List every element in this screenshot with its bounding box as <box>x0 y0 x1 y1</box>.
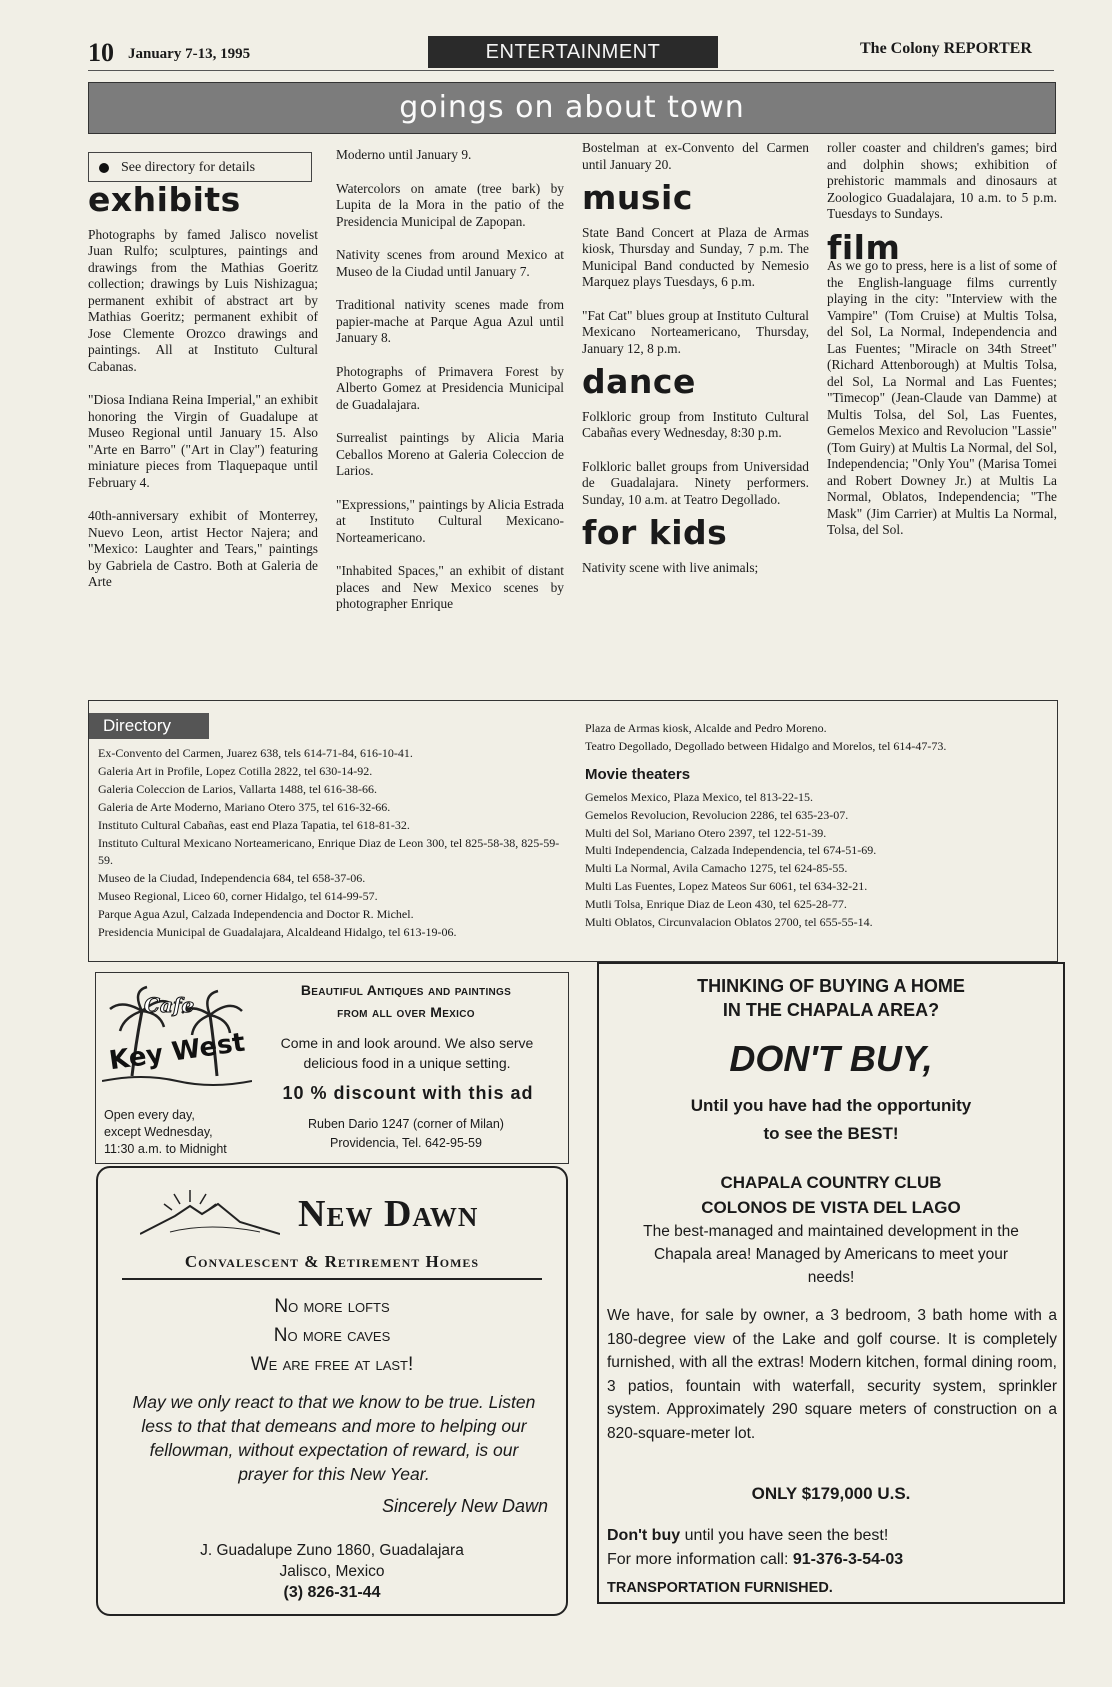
movie-entry: Multi Independencia, Calzada Independencia, tel 674-51-69. <box>585 843 877 858</box>
bullet-icon <box>99 163 109 173</box>
movie-entry: Gemelos Mexico, Plaza Mexico, tel 813-22-15. <box>585 789 813 804</box>
logo-cafe-text: Cafe <box>144 993 195 1017</box>
kids-heading: for kids <box>582 513 728 552</box>
page-banner: goings on about town <box>88 82 1056 134</box>
listing-paragraph: "Inhabited Spaces," an exhibit of distant places and New Mexico scenes by photographer Enrique <box>336 563 564 611</box>
address-line: Ruben Dario 1247 (corner of Milan) <box>308 1117 504 1131</box>
until-line: Until you have had the opportunity <box>690 1096 972 1115</box>
chapala-dont-buy: DON'T BUY, <box>729 1038 933 1079</box>
movie-entry: Multi del Sol, Mariano Otero 2397, tel 122-51-39. <box>585 825 827 840</box>
listing-paragraph: Photographs of Primavera Forest by Alberto Gomez at Presidencia Municipal de Guadalajara. <box>336 363 564 412</box>
address-line: Providencia, Tel. 642-95-59 <box>330 1136 482 1150</box>
club-line: COLONOS DE VISTA DEL LAGO <box>701 1198 961 1217</box>
directory-entry: Museo de la Ciudad, Independencia 684, tel 658-37-06. <box>98 871 366 886</box>
directory-entry: Museo Regional, Liceo 60, corner Hidalgo, tel 614-99-57. <box>98 889 378 904</box>
keywest-discount: 10 % discount with this ad <box>282 1083 534 1103</box>
directory-right <box>585 720 1053 932</box>
keywest-title-line: Beautiful Antiques and paintings <box>300 982 512 998</box>
exhibits-paragraph: "Diosa Indiana Reina Imperial," an exhibit honoring the Virgin of Guadalupe at Museo Regional until January 15. Also "Arte en Barro" ("Art in Clay") featuring miniature pieces from Tlaquepaque until February 4. <box>88 392 318 490</box>
address-line: Jalisco, Mexico <box>279 1563 385 1580</box>
movie-entry: Gemelos Revolucion, Revolucion 2286, tel 635-23-07. <box>585 807 849 822</box>
listing-paragraph: Traditional nativity scenes made from papier-mache at Parque Agua Azul until January 8. <box>336 297 564 345</box>
directory-left <box>98 745 570 942</box>
dance-paragraph: Folkloric ballet groups from Universidad de Guadalajara. Ninety performers. Sunday, 10 a.m. at Teatro Degollado. <box>582 458 809 507</box>
newdawn-name: New Dawn <box>298 1193 479 1235</box>
chapala-until <box>599 1092 1063 1148</box>
column-3 <box>582 140 809 576</box>
slogan-line: No more caves <box>273 1325 391 1346</box>
keywest-title-line: from all over Mexico <box>337 1004 475 1020</box>
listing-paragraph: "Expressions," paintings by Alicia Estrada at Instituto Cultural Mexicano-Norteamericano. <box>336 496 564 545</box>
movie-entry: Multi Oblatos, Circunvalacion Oblatos 2700, tel 655-55-14. <box>585 915 873 930</box>
club-line: CHAPALA COUNTRY CLUB <box>720 1173 942 1192</box>
kids-paragraph: Nativity scene with live animals; <box>582 559 759 575</box>
listing-paragraph: roller coaster and children's games; bird and dolphin shows; exhibition of prehistoric mammals and dinosaurs at Zoologico Guadalajara, 10 a.m. to 5 p.m. Tuesdays to Sundays. <box>827 140 1057 221</box>
see-directory-box <box>88 152 312 182</box>
dont-buy-rest: until you have seen the best! <box>680 1527 889 1544</box>
movie-entry: Mutli Tolsa, Enrique Diaz de Leon 430, tel 625-28-77. <box>585 897 847 912</box>
chapala-phone: 91-376-3-54-03 <box>792 1551 904 1568</box>
directory-entry: Instituto Cultural Cabañas, east end Plaza Tapatia, tel 618-81-32. <box>98 817 410 832</box>
keywest-body: Come in and look around. We also serve delicious food in a unique setting. <box>280 1035 534 1071</box>
newdawn-sign: Sincerely New Dawn <box>381 1496 548 1516</box>
directory-entry: Teatro Degollado, Degollado between Hidalgo and Morelos, tel 614-47-73. <box>585 738 947 753</box>
directory-entry: Instituto Cultural Mexicano Norteamericano, Enrique Diaz de Leon 300, tel 825-58-38, 825-59-59. <box>98 835 560 868</box>
slogan-line: We are free at last! <box>250 1354 414 1375</box>
keywest-address <box>286 1115 526 1153</box>
chapala-club <box>599 1170 1063 1220</box>
chapala-body: We have, for sale by owner, a 3 bedroom, 3 bath home with a 180-degree view of the Lake and golf course. It is completely furnished, with all the extras! Modern kitchen, formal dining room, 3 patios, fountain with waterfall, security system, sprinkler system. Approximately 290 square meters of construction on a 820-square-meter lot. <box>607 1307 1057 1442</box>
info-label: For more information call: <box>607 1551 793 1568</box>
dont-buy-line <box>607 1524 1057 1548</box>
dont-buy-bold: Don't buy <box>607 1527 681 1544</box>
section-label: ENTERTAINMENT <box>428 36 718 68</box>
listing-paragraph: Nativity scenes from around Mexico at Museo de la Ciudad until January 7. <box>336 247 564 279</box>
dance-heading: dance <box>582 362 696 401</box>
header-rule <box>88 70 1054 71</box>
directory-label: Directory <box>89 713 209 739</box>
keywest-hours <box>104 1107 227 1158</box>
info-line <box>607 1548 1057 1572</box>
keywest-logo <box>102 981 252 1101</box>
keywest-ad <box>95 972 569 1164</box>
directory-entry: Ex-Convento del Carmen, Juarez 638, tels 614-71-84, 616-10-41. <box>98 746 413 760</box>
address-line: J. Guadalupe Zuno 1860, Guadalajara <box>200 1542 464 1559</box>
newdawn-ad <box>96 1166 568 1616</box>
hours-line: except Wednesday, <box>104 1125 213 1139</box>
movie-entry: Multi Las Fuentes, Lopez Mateos Sur 6061, tel 634-32-21. <box>585 879 868 894</box>
paper-name: The Colony REPORTER <box>860 40 1032 57</box>
newdawn-subtitle: Convalescent & Retirement Homes <box>122 1252 542 1280</box>
chapala-info <box>607 1524 1057 1572</box>
headline-line: IN THE CHAPALA AREA? <box>722 1000 940 1020</box>
dance-paragraph: Folkloric group from Instituto Cultural Cabañas every Wednesday, 8:30 p.m. <box>582 408 809 440</box>
chapala-price: ONLY $179,000 U.S. <box>751 1484 911 1503</box>
directory-entry: Galeria Coleccion de Larios, Vallarta 1488, tel 616-38-66. <box>98 781 378 796</box>
film-heading: film <box>827 227 901 267</box>
issue-date: January 7-13, 1995 <box>128 46 251 62</box>
see-directory-text: See directory for details <box>121 160 256 175</box>
film-paragraph: As we go to press, here is a list of some of the English-language films currently playing in the city: "Interview with the Vampire" (Tom Cruise) at Multis Tolsa, del Sol, La Normal, Independencia and Las Fuentes; "Miracle on 34th Street" (Richard Attenborough) at Multis Tolsa, del Sol, La Normal and Las Fuentes; "Timecop" (Jean-Claude van Damme) at Multis Tolsa, del Sol, Las Fuentes, Gemelos Mexico and Revolucion "Lassie" (Tom Guiry) at Multis La Normal, del Sol, Independencia; "Only You" (Marisa Tomei and Robert Downey Jr.) at Multis La Normal, Oblatos, Independencia; "The Mask" (Jim Carrier) at Multis La Normal, Tolsa, del Sol. <box>827 258 1057 537</box>
exhibits-paragraph: 40th-anniversary exhibit of Monterrey, Nuevo Leon, artist Hector Najera; and "Mexico: Laughter and Tears," paintings by Gabriela de Castro. Both at Galeria de Arte <box>88 508 318 589</box>
directory-entry: Galeria de Arte Moderno, Mariano Otero 375, tel 616-32-66. <box>98 799 391 814</box>
newdawn-address <box>98 1540 566 1603</box>
chapala-desc: The best-managed and maintained development in the Chapala area! Managed by Americans to meet your needs! <box>643 1223 1019 1286</box>
listing-paragraph: Surrealist paintings by Alicia Maria Ceballos Moreno at Galeria Coleccion de Larios. <box>336 430 564 478</box>
column-2 <box>336 147 564 613</box>
listing-paragraph: Bostelman at ex-Convento del Carmen until January 20. <box>582 140 809 172</box>
exhibits-paragraph: Photographs by famed Jalisco novelist Juan Rulfo; sculptures, paintings and drawings from the Mathias Goeritz collection; drawings by Luis Nishizagua; permanent exhibit of abstract art by Mathias Goeritz; permanent exhibit of Jose Clemente Orozco drawings and paintings. All at Instituto Cultural Cabanas. <box>88 226 318 374</box>
exhibits-heading: exhibits <box>88 180 241 219</box>
newdawn-phone: (3) 826-31-44 <box>283 1584 381 1601</box>
music-heading: music <box>582 178 693 217</box>
movie-theaters-heading: Movie theaters <box>585 765 691 783</box>
mountain-sun-icon <box>140 1182 280 1242</box>
music-paragraph: State Band Concert at Plaza de Armas kiosk, Thursday and Sunday, 7 p.m. The Municipal Band conducted by Nemesio Marquez plays Tuesdays, 6 p.m. <box>582 224 809 289</box>
page-number: 10 <box>88 38 114 67</box>
chapala-transport: TRANSPORTATION FURNISHED. <box>607 1580 833 1596</box>
slogan-line: No more lofts <box>274 1296 390 1317</box>
logo-keywest-text: Key West <box>107 1027 247 1077</box>
keywest-title <box>248 979 564 1023</box>
listing-paragraph: Moderno until January 9. <box>336 147 472 162</box>
column-4 <box>827 140 1057 539</box>
directory-entry: Presidencia Municipal de Guadalajara, Alcaldeand Hidalgo, tel 613-19-06. <box>98 925 457 940</box>
hours-line: 11:30 a.m. to Midnight <box>104 1142 227 1156</box>
newdawn-slogans <box>98 1292 566 1379</box>
until-line: to see the BEST! <box>763 1124 899 1143</box>
newdawn-prayer: May we only react to that we know to be true. Listen less to that that demeans and more to helping our fellowman, without expectation of reward, is our prayer for this New Year. <box>132 1392 536 1484</box>
headline-line: THINKING OF BUYING A HOME <box>697 976 965 996</box>
hours-line: Open every day, <box>104 1108 195 1122</box>
movie-entry: Multi La Normal, Avila Camacho 1275, tel 624-85-55. <box>585 861 848 876</box>
directory-entry: Plaza de Armas kiosk, Alcalde and Pedro Moreno. <box>585 721 827 735</box>
listing-paragraph: Watercolors on amate (tree bark) by Lupita de la Mora in the patio of the Presidencia Municipal de Zapopan. <box>336 180 564 229</box>
directory-entry: Parque Agua Azul, Calzada Independencia and Doctor R. Michel. <box>98 907 414 922</box>
music-paragraph: "Fat Cat" blues group at Instituto Cultural Mexicano Norteamericano, Thursday, January 12, 8 p.m. <box>582 307 809 356</box>
chapala-ad <box>597 962 1065 1604</box>
column-exhibits <box>88 180 318 591</box>
directory-entry: Galeria Art in Profile, Lopez Cotilla 2822, tel 630-14-92. <box>98 763 373 778</box>
chapala-headline <box>599 974 1063 1022</box>
